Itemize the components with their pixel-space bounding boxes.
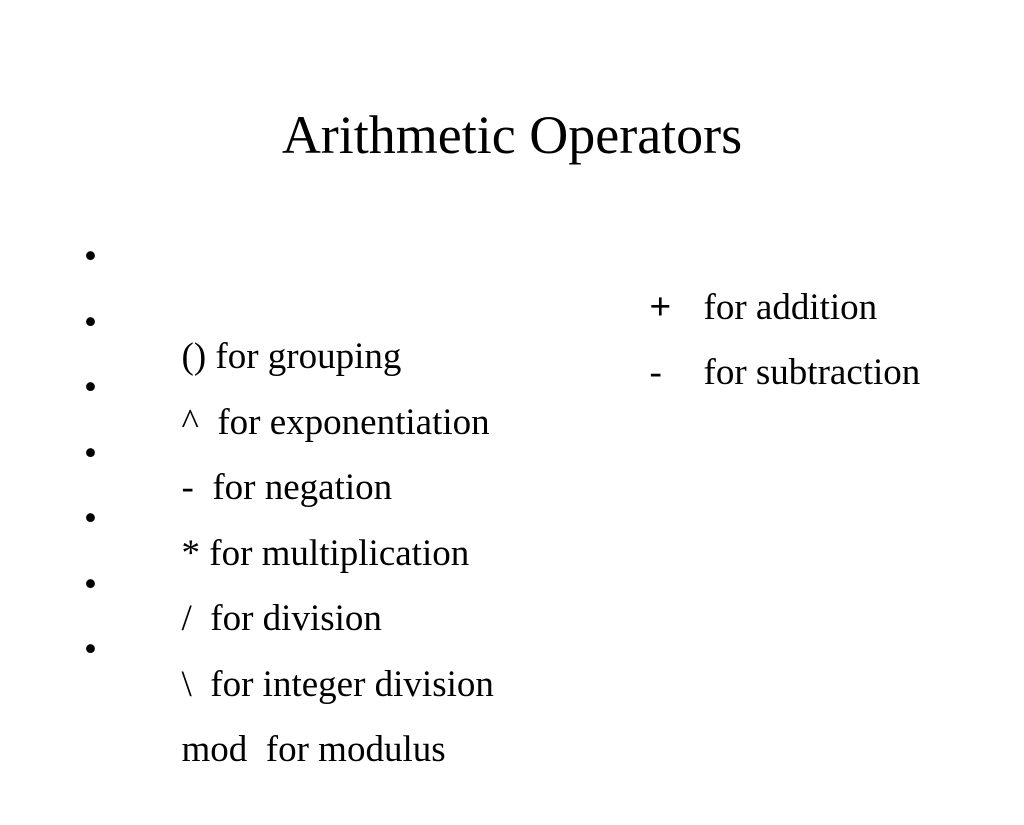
bullet-icon: • — [84, 432, 97, 474]
operator-list-left — [84, 232, 494, 770]
list-item-modulus — [84, 625, 494, 770]
list-item-exponentiation — [84, 298, 494, 443]
list-item-negation — [84, 363, 494, 508]
list-item-text: * for multiplication — [181, 532, 470, 574]
bullet-icon: • — [84, 301, 97, 343]
operator-symbol: + — [649, 286, 672, 327]
list-item-text: \ for integer division — [181, 663, 494, 705]
slide-title: Arithmetic Operators — [281, 105, 743, 165]
list-item-division — [84, 494, 494, 639]
list-item-text: - for negation — [181, 467, 393, 508]
bullet-icon: • — [84, 629, 97, 670]
bullet-icon: • — [84, 367, 97, 408]
list-item-text: mod for modulus — [181, 729, 446, 770]
list-item-text: ^ for exponentiation — [181, 401, 490, 443]
list-item-integer-division — [84, 560, 494, 705]
bullet-icon: • — [84, 236, 97, 277]
list-item-subtraction — [594, 298, 921, 393]
bullet-icon: • — [84, 498, 97, 539]
operator-list-right — [594, 232, 921, 393]
list-item-addition — [594, 232, 920, 328]
list-item-text: for addition — [703, 287, 878, 328]
list-item-grouping — [84, 232, 494, 377]
list-item-text: () for grouping — [181, 336, 402, 377]
list-item-multiplication — [84, 429, 494, 574]
bullet-icon: • — [84, 563, 97, 605]
operator-symbol: - — [649, 351, 662, 393]
list-item-text: for subtraction — [703, 351, 921, 393]
list-item-text: / for division — [181, 598, 382, 639]
